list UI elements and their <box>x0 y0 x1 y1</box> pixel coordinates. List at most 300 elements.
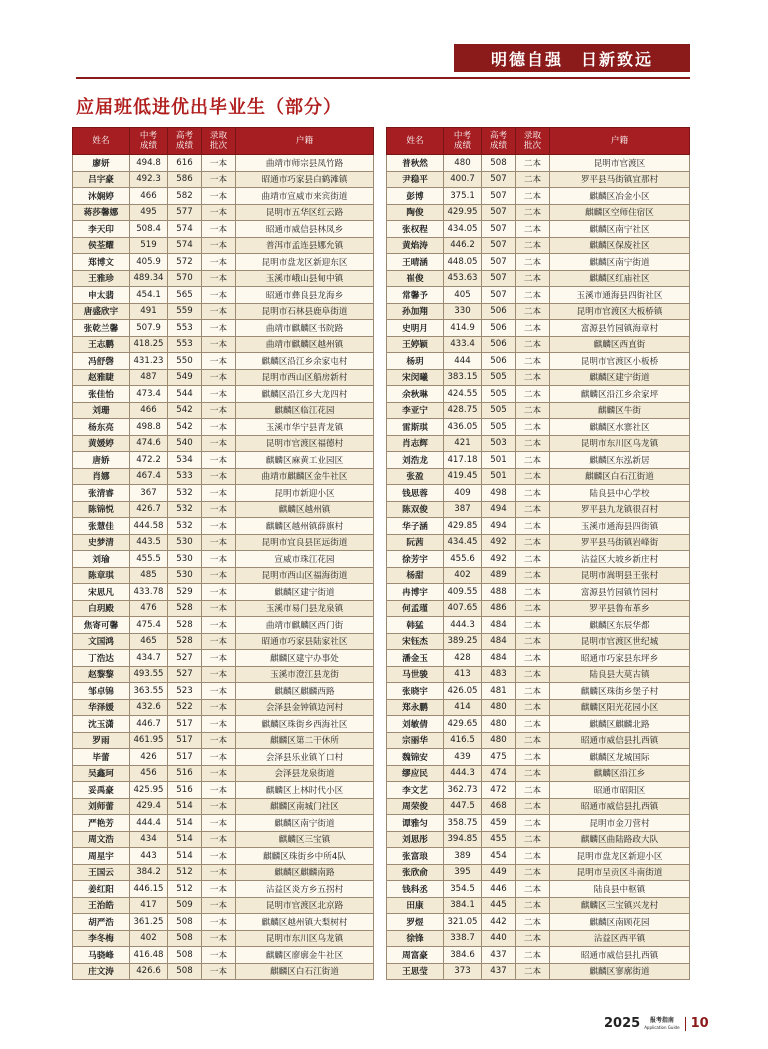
table-row <box>73 683 374 700</box>
table-row <box>387 501 690 518</box>
cell-gaokao-score: 514 <box>168 815 202 832</box>
footer-separator <box>685 1017 686 1031</box>
table-row <box>73 848 374 865</box>
table-row <box>387 419 690 436</box>
cell-name: 张权程 <box>387 221 444 238</box>
cell-residence: 麒麟区牛街 <box>550 402 690 419</box>
cell-zhongkao-score: 446.2 <box>444 237 482 254</box>
cell-name: 毕蕾 <box>73 749 130 766</box>
cell-zhongkao-score: 493.55 <box>130 666 168 683</box>
cell-batch: 二本 <box>516 881 550 898</box>
cell-gaokao-score: 570 <box>168 270 202 287</box>
cell-residence: 昭通市威信县林凤乡 <box>236 221 374 238</box>
cell-gaokao-score: 437 <box>482 947 516 964</box>
cell-gaokao-score: 489 <box>482 567 516 584</box>
cell-name: 周荣俊 <box>387 798 444 815</box>
cell-zhongkao-score: 456 <box>130 765 168 782</box>
cell-name: 张富琅 <box>387 848 444 865</box>
cell-residence: 麒麟区空师住宿区 <box>550 204 690 221</box>
cell-name: 姜红阳 <box>73 881 130 898</box>
table-row <box>73 221 374 238</box>
cell-residence: 罗平县九龙镇很召村 <box>550 501 690 518</box>
cell-name: 沈玉潇 <box>73 716 130 733</box>
cell-zhongkao-score: 407.65 <box>444 600 482 617</box>
cell-residence: 麒麟区南宁社区 <box>550 221 690 238</box>
cell-batch: 一本 <box>202 402 236 419</box>
cell-zhongkao-score: 466 <box>130 188 168 205</box>
table-row <box>73 188 374 205</box>
cell-name: 蒋莎馨娜 <box>73 204 130 221</box>
table-row <box>73 336 374 353</box>
cell-zhongkao-score: 429.4 <box>130 798 168 815</box>
cell-batch: 一本 <box>202 419 236 436</box>
cell-batch: 一本 <box>202 930 236 947</box>
cell-gaokao-score: 507 <box>482 221 516 238</box>
cell-batch: 二本 <box>516 534 550 551</box>
cell-batch: 二本 <box>516 765 550 782</box>
table-row <box>73 386 374 403</box>
cell-residence: 麒麟区寥廓街道 <box>550 963 690 980</box>
cell-zhongkao-score: 444 <box>444 353 482 370</box>
cell-residence: 昆明市西山区船房新村 <box>236 369 374 386</box>
cell-name: 刘敏倩 <box>387 716 444 733</box>
cell-residence: 昭通市威信县扎西镇 <box>550 732 690 749</box>
cell-gaokao-score: 446 <box>482 881 516 898</box>
cell-gaokao-score: 508 <box>168 963 202 980</box>
cell-gaokao-score: 472 <box>482 782 516 799</box>
cell-zhongkao-score: 387 <box>444 501 482 518</box>
cell-zhongkao-score: 446.7 <box>130 716 168 733</box>
cell-residence: 玉溪市通海县四街镇 <box>550 518 690 535</box>
cell-zhongkao-score: 507.9 <box>130 320 168 337</box>
cell-batch: 一本 <box>202 155 236 172</box>
cell-batch: 一本 <box>202 798 236 815</box>
cell-gaokao-score: 484 <box>482 633 516 650</box>
cell-name: 张欣俞 <box>387 864 444 881</box>
cell-batch: 二本 <box>516 270 550 287</box>
cell-batch: 一本 <box>202 914 236 931</box>
cell-gaokao-score: 542 <box>168 402 202 419</box>
cell-gaokao-score: 514 <box>168 848 202 865</box>
cell-gaokao-score: 532 <box>168 485 202 502</box>
graduates-table-right <box>386 127 690 980</box>
column-header-zhongkao: 中考 成绩 <box>130 128 168 155</box>
cell-zhongkao-score: 405 <box>444 287 482 304</box>
cell-batch: 二本 <box>516 320 550 337</box>
cell-batch: 二本 <box>516 386 550 403</box>
table-row <box>387 402 690 419</box>
cell-gaokao-score: 572 <box>168 254 202 271</box>
table-row <box>387 468 690 485</box>
cell-batch: 一本 <box>202 815 236 832</box>
table-row <box>387 617 690 634</box>
cell-residence: 麒麟区三宝镇兴龙村 <box>550 897 690 914</box>
cell-gaokao-score: 517 <box>168 732 202 749</box>
cell-gaokao-score: 488 <box>482 584 516 601</box>
cell-residence: 昆明市官渡区 <box>550 155 690 172</box>
table-row <box>387 749 690 766</box>
cell-residence: 曲靖市麒麟区西门街 <box>236 617 374 634</box>
footer-brand-name: 报考指南 <box>649 1016 674 1024</box>
cell-residence: 曲靖市宣威市来宾街道 <box>236 188 374 205</box>
cell-gaokao-score: 550 <box>168 353 202 370</box>
cell-zhongkao-score: 447.5 <box>444 798 482 815</box>
cell-batch: 一本 <box>202 188 236 205</box>
cell-residence: 麒麟区麒麟北路 <box>550 716 690 733</box>
cell-name: 丁浩达 <box>73 650 130 667</box>
cell-name: 马世骏 <box>387 666 444 683</box>
cell-gaokao-score: 507 <box>482 171 516 188</box>
cell-residence: 昭通市昭阳区 <box>550 782 690 799</box>
cell-zhongkao-score: 455.5 <box>130 551 168 568</box>
cell-gaokao-score: 533 <box>168 468 202 485</box>
cell-gaokao-score: 437 <box>482 963 516 980</box>
column-header-batch: 录取 批次 <box>516 128 550 155</box>
cell-zhongkao-score: 453.63 <box>444 270 482 287</box>
cell-batch: 二本 <box>516 254 550 271</box>
column-header-batch: 录取 批次 <box>202 128 236 155</box>
cell-batch: 一本 <box>202 848 236 865</box>
cell-gaokao-score: 492 <box>482 551 516 568</box>
cell-name: 郑博文 <box>73 254 130 271</box>
cell-residence: 昆明市呈贡区斗南街道 <box>550 864 690 881</box>
cell-name: 吕宇豪 <box>73 171 130 188</box>
cell-name: 陈锦悦 <box>73 501 130 518</box>
cell-zhongkao-score: 394.85 <box>444 831 482 848</box>
cell-name: 宋钰杰 <box>387 633 444 650</box>
cell-gaokao-score: 506 <box>482 303 516 320</box>
cell-zhongkao-score: 519 <box>130 237 168 254</box>
cell-batch: 一本 <box>202 336 236 353</box>
cell-residence: 玉溪市通海县四街社区 <box>550 287 690 304</box>
table-row <box>73 633 374 650</box>
cell-gaokao-score: 508 <box>482 155 516 172</box>
cell-batch: 一本 <box>202 600 236 617</box>
cell-gaokao-score: 506 <box>482 320 516 337</box>
cell-zhongkao-score: 414 <box>444 699 482 716</box>
cell-residence: 麒麟区三宝镇 <box>236 831 374 848</box>
cell-residence: 沾益区大坡乡新庄村 <box>550 551 690 568</box>
table-row <box>73 914 374 931</box>
cell-zhongkao-score: 476 <box>130 600 168 617</box>
table-row <box>387 567 690 584</box>
cell-batch: 一本 <box>202 204 236 221</box>
cell-batch: 一本 <box>202 287 236 304</box>
cell-residence: 昆明市五华区红云路 <box>236 204 374 221</box>
table-row <box>73 831 374 848</box>
footer-brand-logo <box>644 1017 679 1031</box>
cell-zhongkao-score: 467.4 <box>130 468 168 485</box>
cell-residence: 麒麟区麒麟南路 <box>236 864 374 881</box>
cell-name: 刘浩龙 <box>387 452 444 469</box>
cell-name: 王雅珍 <box>73 270 130 287</box>
cell-name: 张盈 <box>387 468 444 485</box>
cell-name: 肖娜 <box>73 468 130 485</box>
cell-zhongkao-score: 489.34 <box>130 270 168 287</box>
cell-gaokao-score: 542 <box>168 419 202 436</box>
cell-batch: 一本 <box>202 567 236 584</box>
cell-zhongkao-score: 454.1 <box>130 287 168 304</box>
cell-name: 刘师蕾 <box>73 798 130 815</box>
cell-residence: 昆明市金刀营村 <box>550 815 690 832</box>
table-row <box>387 600 690 617</box>
cell-name: 李亚宁 <box>387 402 444 419</box>
cell-gaokao-score: 505 <box>482 419 516 436</box>
cell-batch: 二本 <box>516 699 550 716</box>
table-row <box>387 963 690 980</box>
table-row <box>73 155 374 172</box>
cell-name: 魏锦安 <box>387 749 444 766</box>
cell-name: 宋思凡 <box>73 584 130 601</box>
cell-residence: 麒麟区红庙社区 <box>550 270 690 287</box>
page-footer <box>604 1016 709 1031</box>
cell-batch: 二本 <box>516 798 550 815</box>
table-row <box>73 270 374 287</box>
column-header-gaokao: 高考 成绩 <box>168 128 202 155</box>
cell-batch: 一本 <box>202 699 236 716</box>
cell-batch: 一本 <box>202 353 236 370</box>
cell-batch: 一本 <box>202 683 236 700</box>
cell-gaokao-score: 480 <box>482 732 516 749</box>
cell-name: 潘金玉 <box>387 650 444 667</box>
table-row <box>387 171 690 188</box>
cell-name: 唐盛欣宇 <box>73 303 130 320</box>
cell-name: 沐娴婷 <box>73 188 130 205</box>
cell-gaokao-score: 553 <box>168 320 202 337</box>
cell-batch: 一本 <box>202 551 236 568</box>
cell-residence: 麒麟区越州镇 <box>236 501 374 518</box>
table-row <box>387 254 690 271</box>
cell-gaokao-score: 459 <box>482 815 516 832</box>
cell-batch: 二本 <box>516 650 550 667</box>
cell-batch: 一本 <box>202 221 236 238</box>
cell-residence: 麒麟区第二干休所 <box>236 732 374 749</box>
table-row <box>73 369 374 386</box>
cell-name: 余秋琳 <box>387 386 444 403</box>
cell-name: 王婷颖 <box>387 336 444 353</box>
cell-gaokao-score: 586 <box>168 171 202 188</box>
cell-name: 陈双俊 <box>387 501 444 518</box>
cell-gaokao-score: 523 <box>168 683 202 700</box>
cell-zhongkao-score: 362.73 <box>444 782 482 799</box>
cell-batch: 二本 <box>516 419 550 436</box>
cell-zhongkao-score: 419.45 <box>444 468 482 485</box>
table-header-row <box>73 128 374 155</box>
cell-residence: 麒麟区西直街 <box>550 336 690 353</box>
cell-gaokao-score: 532 <box>168 518 202 535</box>
cell-name: 彭博 <box>387 188 444 205</box>
cell-batch: 一本 <box>202 617 236 634</box>
table-row <box>387 336 690 353</box>
cell-gaokao-score: 507 <box>482 237 516 254</box>
cell-zhongkao-score: 434.7 <box>130 650 168 667</box>
cell-zhongkao-score: 338.7 <box>444 930 482 947</box>
cell-gaokao-score: 516 <box>168 765 202 782</box>
cell-name: 申太翡 <box>73 287 130 304</box>
cell-zhongkao-score: 373 <box>444 963 482 980</box>
cell-name: 韩猛 <box>387 617 444 634</box>
table-row <box>387 699 690 716</box>
cell-zhongkao-score: 383.15 <box>444 369 482 386</box>
cell-batch: 二本 <box>516 848 550 865</box>
cell-zhongkao-score: 354.5 <box>444 881 482 898</box>
cell-zhongkao-score: 508.4 <box>130 221 168 238</box>
cell-batch: 二本 <box>516 914 550 931</box>
cell-gaokao-score: 616 <box>168 155 202 172</box>
cell-zhongkao-score: 418.25 <box>130 336 168 353</box>
cell-zhongkao-score: 429.85 <box>444 518 482 535</box>
table-row <box>73 600 374 617</box>
table-row <box>387 815 690 832</box>
table-row <box>387 633 690 650</box>
cell-residence: 麒麟区东泓新居 <box>550 452 690 469</box>
cell-batch: 一本 <box>202 369 236 386</box>
cell-name: 马骁峰 <box>73 947 130 964</box>
cell-gaokao-score: 442 <box>482 914 516 931</box>
cell-zhongkao-score: 487 <box>130 369 168 386</box>
cell-residence: 会泽县乐业镇丫口村 <box>236 749 374 766</box>
cell-batch: 二本 <box>516 353 550 370</box>
cell-name: 钱思蓉 <box>387 485 444 502</box>
table-row <box>73 287 374 304</box>
cell-residence: 麒麟区白石江街道 <box>550 468 690 485</box>
cell-zhongkao-score: 321.05 <box>444 914 482 931</box>
cell-gaokao-score: 577 <box>168 204 202 221</box>
cell-zhongkao-score: 436.05 <box>444 419 482 436</box>
cell-gaokao-score: 528 <box>168 600 202 617</box>
cell-zhongkao-score: 444.58 <box>130 518 168 535</box>
table-row <box>73 485 374 502</box>
cell-batch: 二本 <box>516 287 550 304</box>
cell-batch: 二本 <box>516 518 550 535</box>
cell-residence: 昆明市新迎小区 <box>236 485 374 502</box>
cell-gaokao-score: 565 <box>168 287 202 304</box>
table-row <box>73 765 374 782</box>
cell-name: 胡严浩 <box>73 914 130 931</box>
table-row <box>73 930 374 947</box>
cell-batch: 二本 <box>516 666 550 683</box>
cell-name: 冉博宇 <box>387 584 444 601</box>
cell-name: 廖妍 <box>73 155 130 172</box>
table-row <box>387 798 690 815</box>
cell-batch: 二本 <box>516 402 550 419</box>
table-row <box>387 237 690 254</box>
table-row <box>73 897 374 914</box>
cell-name: 刘思彤 <box>387 831 444 848</box>
page-title: 应届班低进优出毕业生（部分） <box>76 97 342 118</box>
cell-residence: 麒麟区珠街乡堡子村 <box>550 683 690 700</box>
table-row <box>73 237 374 254</box>
cell-name: 杨东亮 <box>73 419 130 436</box>
table-row <box>73 534 374 551</box>
table-row <box>73 666 374 683</box>
cell-gaokao-score: 494 <box>482 518 516 535</box>
cell-zhongkao-score: 434.05 <box>444 221 482 238</box>
cell-zhongkao-score: 434 <box>130 831 168 848</box>
cell-batch: 二本 <box>516 567 550 584</box>
table-row <box>73 963 374 980</box>
cell-batch: 一本 <box>202 749 236 766</box>
table-row <box>73 798 374 815</box>
cell-zhongkao-score: 439 <box>444 749 482 766</box>
table-row <box>73 749 374 766</box>
cell-zhongkao-score: 475.4 <box>130 617 168 634</box>
table-row <box>387 584 690 601</box>
cell-name: 邹卓锦 <box>73 683 130 700</box>
cell-name: 缪应民 <box>387 765 444 782</box>
cell-batch: 二本 <box>516 815 550 832</box>
table-row <box>73 204 374 221</box>
cell-gaokao-score: 508 <box>168 914 202 931</box>
cell-gaokao-score: 559 <box>168 303 202 320</box>
cell-residence: 普洱市孟连县娜允镇 <box>236 237 374 254</box>
cell-gaokao-score: 582 <box>168 188 202 205</box>
cell-residence: 玉溪市华宁县青龙镇 <box>236 419 374 436</box>
cell-zhongkao-score: 444.3 <box>444 617 482 634</box>
cell-name: 孙加翔 <box>387 303 444 320</box>
cell-gaokao-score: 492 <box>482 534 516 551</box>
cell-residence: 玉溪市易门县龙泉镇 <box>236 600 374 617</box>
cell-gaokao-score: 516 <box>168 782 202 799</box>
cell-gaokao-score: 483 <box>482 666 516 683</box>
cell-name: 徐锋 <box>387 930 444 947</box>
cell-gaokao-score: 484 <box>482 617 516 634</box>
cell-batch: 二本 <box>516 155 550 172</box>
header-divider <box>76 77 690 79</box>
cell-batch: 一本 <box>202 732 236 749</box>
table-row <box>73 881 374 898</box>
cell-zhongkao-score: 495 <box>130 204 168 221</box>
cell-batch: 二本 <box>516 501 550 518</box>
cell-batch: 一本 <box>202 237 236 254</box>
table-row <box>387 683 690 700</box>
cell-gaokao-score: 529 <box>168 584 202 601</box>
cell-residence: 昆明市西山区福海街道 <box>236 567 374 584</box>
cell-residence: 麒麟区南宁街道 <box>550 254 690 271</box>
cell-zhongkao-score: 384.6 <box>444 947 482 964</box>
cell-name: 张慧佳 <box>73 518 130 535</box>
cell-batch: 二本 <box>516 468 550 485</box>
cell-residence: 麒麟区白石江街道 <box>236 963 374 980</box>
cell-residence: 麒麟区临江花园 <box>236 402 374 419</box>
cell-gaokao-score: 445 <box>482 897 516 914</box>
cell-zhongkao-score: 443.5 <box>130 534 168 551</box>
cell-batch: 一本 <box>202 633 236 650</box>
cell-name: 宗丽华 <box>387 732 444 749</box>
cell-batch: 一本 <box>202 584 236 601</box>
cell-residence: 麒麟区保废社区 <box>550 237 690 254</box>
cell-name: 钱科丞 <box>387 881 444 898</box>
cell-gaokao-score: 522 <box>168 699 202 716</box>
table-row <box>73 468 374 485</box>
cell-zhongkao-score: 417.18 <box>444 452 482 469</box>
cell-name: 普秋然 <box>387 155 444 172</box>
table-row <box>73 518 374 535</box>
graduates-table-left <box>72 127 374 980</box>
cell-residence: 曲靖市麒麟区越州镇 <box>236 336 374 353</box>
cell-name: 田康 <box>387 897 444 914</box>
cell-gaokao-score: 528 <box>168 633 202 650</box>
cell-residence: 麒麟区越州镇薛旗村 <box>236 518 374 535</box>
cell-residence: 昆明市官渡区北京路 <box>236 897 374 914</box>
cell-gaokao-score: 517 <box>168 749 202 766</box>
cell-name: 阮茜 <box>387 534 444 551</box>
cell-batch: 二本 <box>516 617 550 634</box>
cell-batch: 一本 <box>202 468 236 485</box>
table-row <box>387 221 690 238</box>
cell-name: 王治皓 <box>73 897 130 914</box>
cell-residence: 曲靖市麒麟区金牛社区 <box>236 468 374 485</box>
